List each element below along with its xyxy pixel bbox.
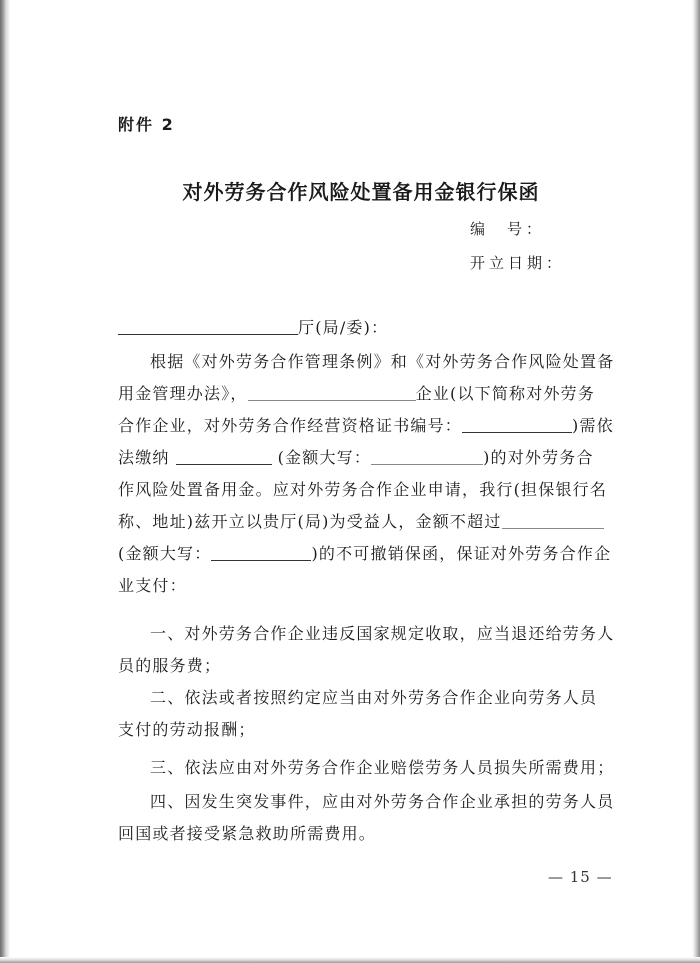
list-item-text: 支付的劳动报酬； (118, 720, 256, 739)
paragraph-text: 根据《对外劳务合作管理条例》和《对外劳务合作风险处置备 (150, 352, 615, 371)
paragraph-line (118, 346, 614, 378)
paragraph-line (118, 570, 187, 602)
list-item-3 (118, 752, 614, 784)
paragraph-text: (金额大写： (118, 544, 212, 563)
paragraph-line (118, 506, 604, 538)
paragraph-text: 业支付： (118, 576, 187, 595)
list-item-text: 三、依法应由对外劳务合作企业赔偿劳务人员损失所需费用； (150, 758, 615, 777)
addressee-suffix: 厅(局/委)： (298, 318, 389, 337)
paragraph-text: )需依 (572, 416, 614, 435)
guarantee-amount-words-blank (211, 542, 311, 561)
list-item-1-cont (118, 650, 221, 682)
deposit-amount-blank (176, 446, 272, 465)
guarantee-amount-blank (502, 510, 604, 529)
license-number-blank (462, 414, 572, 433)
list-item-4 (118, 786, 614, 818)
enterprise-name-blank (248, 382, 416, 401)
list-item-2-cont (118, 714, 256, 746)
paragraph-text: 用金管理办法》， (118, 384, 248, 403)
paragraph-line (118, 410, 614, 442)
guarantee-number-label-b: 号： (507, 220, 546, 238)
paragraph-line (118, 442, 594, 474)
list-item-text: 四、因发生突发事件，应由对外劳务合作企业承担的劳务人员 (150, 792, 615, 811)
paragraph-text: 作风险处置备用金。应对外劳务合作企业申请，我行(担保银行名 (118, 480, 608, 499)
attachment-label: 附件 2 (118, 115, 175, 134)
paragraph-text: 合作企业，对外劳务合作经营资格证书编号： (118, 416, 463, 435)
list-item-text: 二、依法或者按照约定应当由对外劳务合作企业向劳务人员 (150, 688, 598, 707)
paragraph-line (118, 538, 611, 570)
document-title: 对外劳务合作风险处置备用金银行保函 (182, 180, 540, 204)
page-number: — 15 — (548, 868, 613, 886)
paragraph-line (118, 378, 595, 410)
paragraph-text: )的对外劳务合 (483, 448, 594, 467)
paragraph-line (118, 474, 607, 506)
addressee-line (118, 312, 388, 344)
list-item-text: 一、对外劳务合作企业违反国家规定收取，应当退还给劳务人 (150, 624, 615, 643)
issue-date-label: 开立日期： (470, 254, 566, 272)
list-item-1 (118, 618, 614, 650)
guarantee-number-label-a: 编 (470, 220, 508, 238)
paragraph-text: )的不可撤销保函，保证对外劳务合作企 (311, 544, 612, 563)
list-item-2 (118, 682, 597, 714)
list-item-text: 员的服务费； (118, 656, 222, 675)
paragraph-text: 企业(以下简称对外劳务 (415, 384, 596, 403)
list-item-text: 回国或者接受紧急救助所需费用。 (118, 824, 377, 843)
issue-date-field (470, 252, 565, 273)
paragraph-text: (金额大写： (277, 448, 372, 467)
paragraph-text: 称、地址)兹开立以贵厅(局)为受益人，金额不超过 (118, 512, 502, 531)
addressee-blank (118, 316, 298, 335)
deposit-amount-words-blank (371, 446, 483, 465)
list-item-4-cont (118, 818, 376, 850)
guarantee-number-field (470, 218, 545, 239)
paragraph-text: 法缴纳 (118, 448, 170, 467)
